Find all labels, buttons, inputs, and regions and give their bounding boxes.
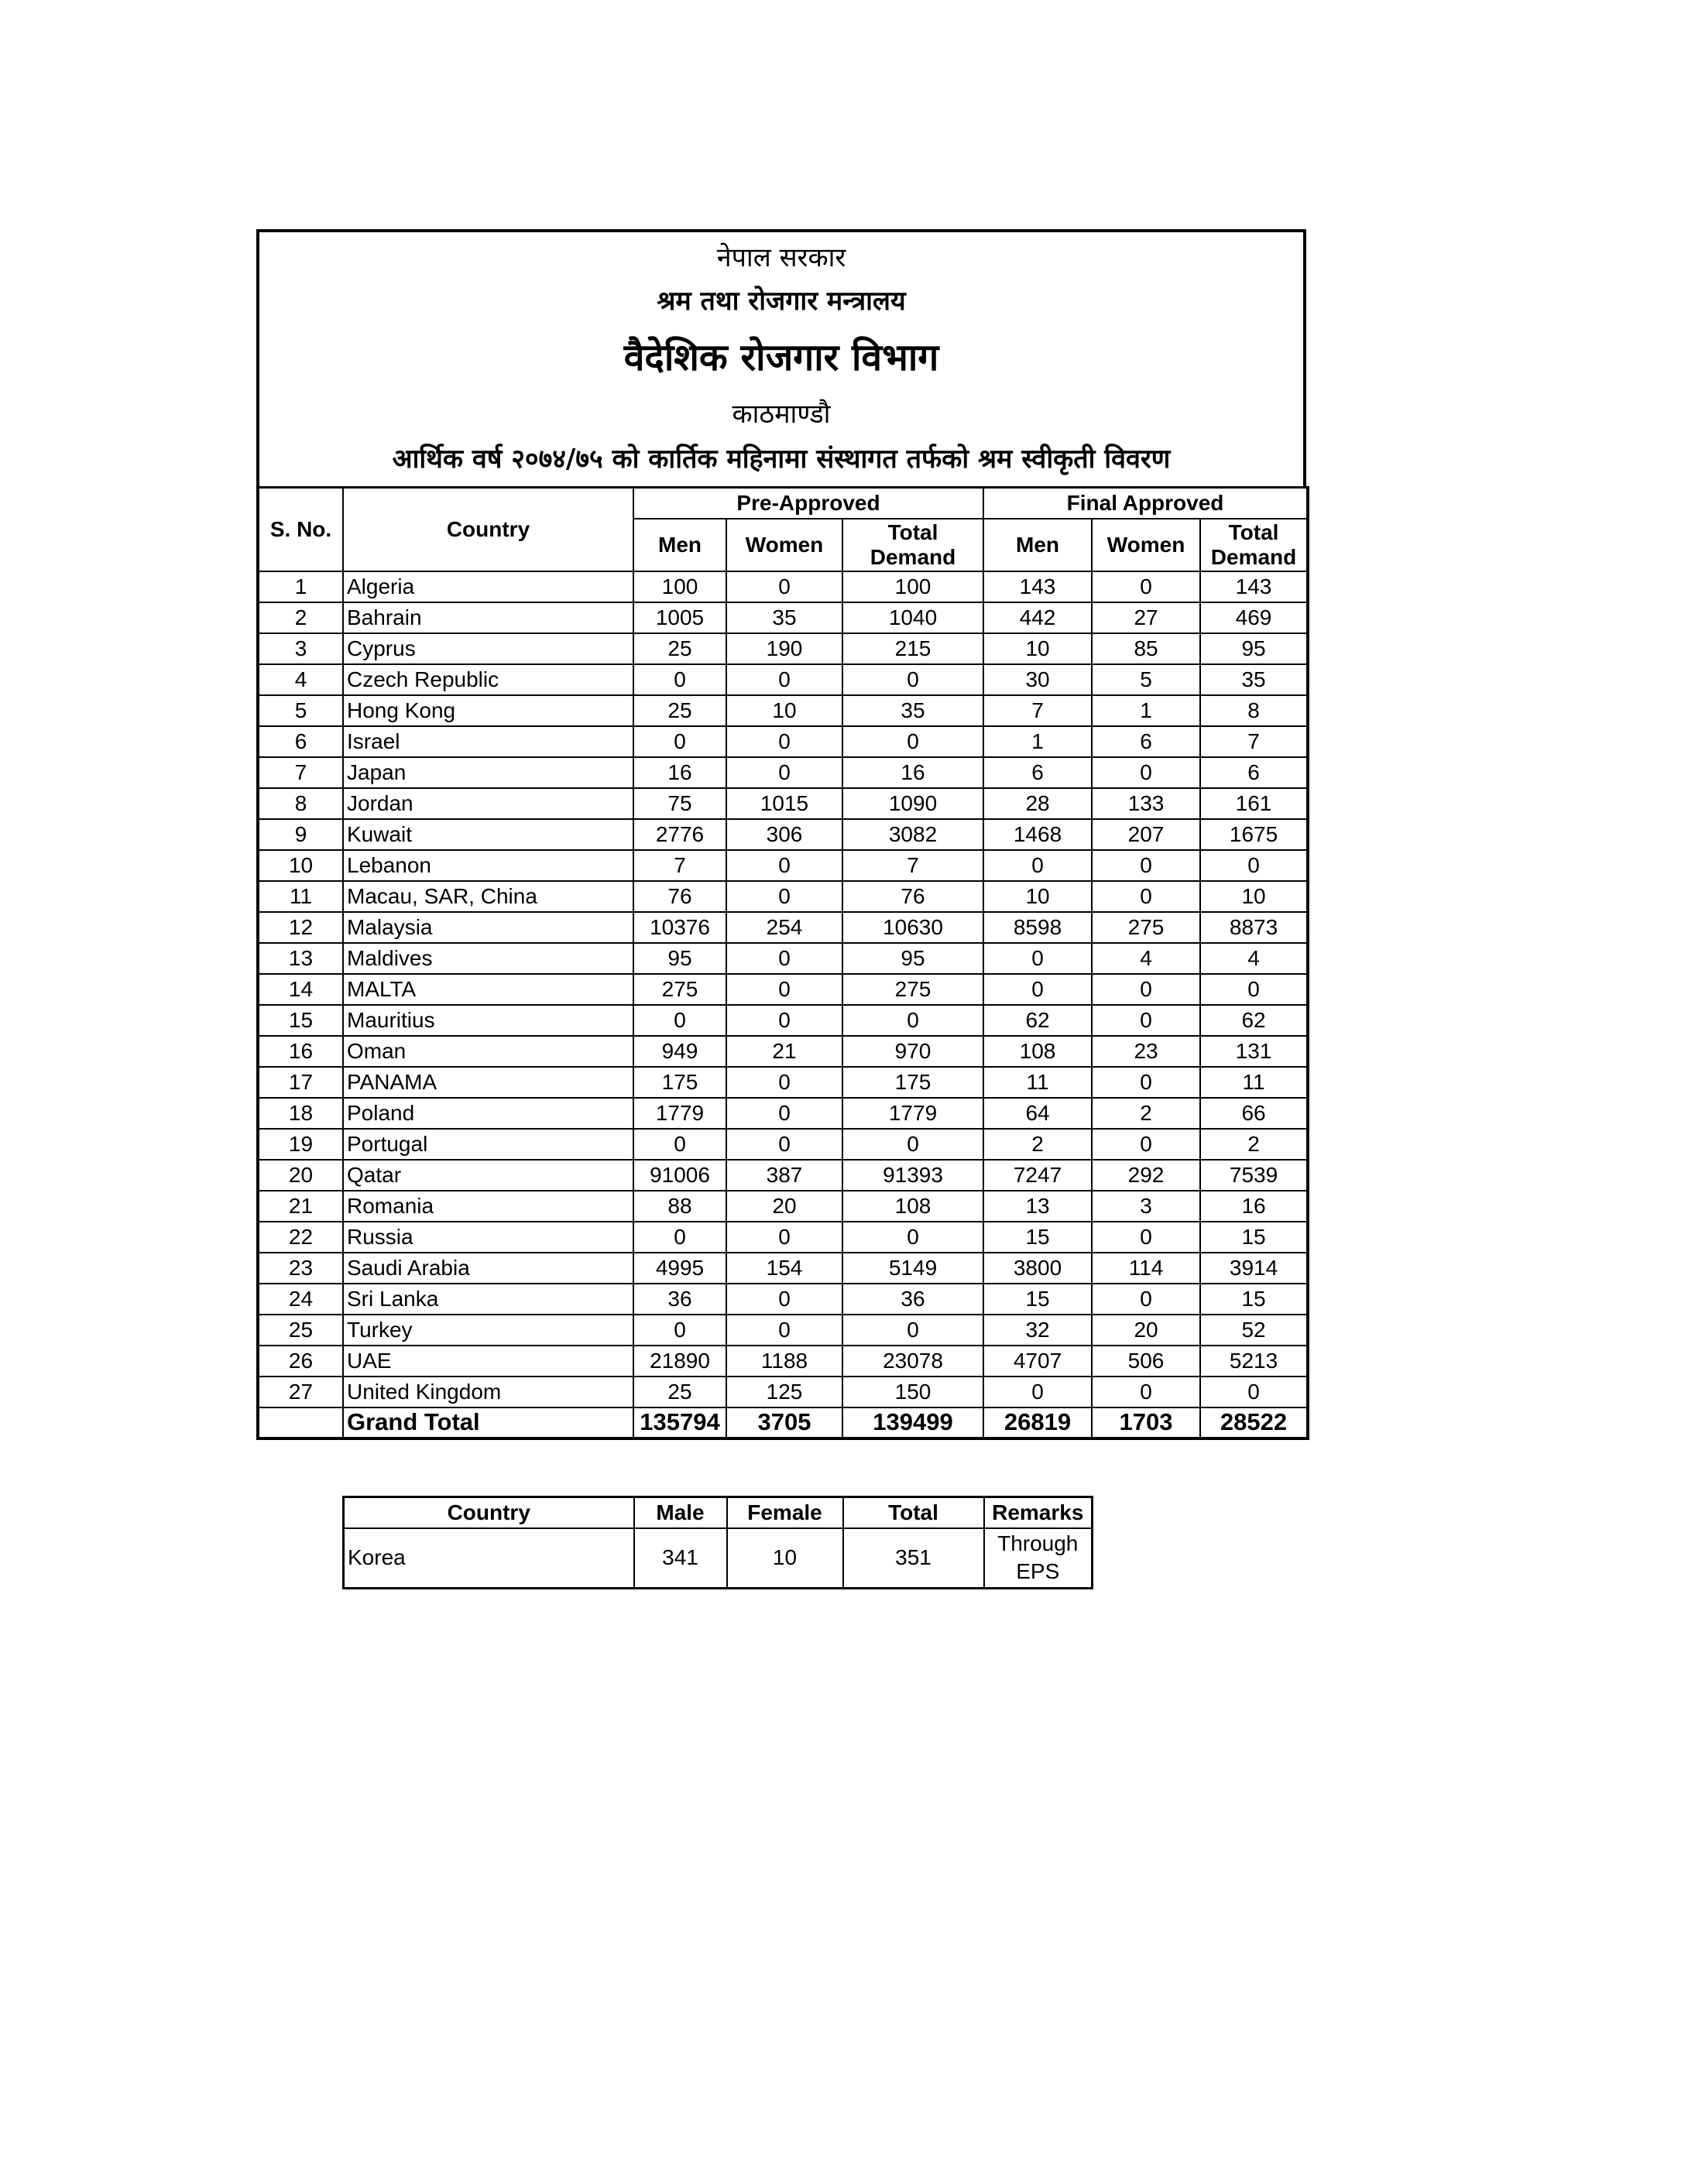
cell-fin-men: 11 xyxy=(983,1067,1092,1098)
cell-pre-women: 0 xyxy=(726,943,842,974)
cell-pre-women: 10 xyxy=(726,695,842,726)
total-final-women: 1703 xyxy=(1092,1407,1200,1438)
cell-pre-total: 10630 xyxy=(842,912,983,943)
cell-pre-total: 970 xyxy=(842,1036,983,1067)
cell-pre-total: 0 xyxy=(842,1222,983,1253)
cell-sno: 27 xyxy=(258,1377,343,1407)
table-row xyxy=(258,819,1308,850)
cell-country: UAE xyxy=(343,1346,633,1377)
cell-pre-women: 0 xyxy=(726,1067,842,1098)
cell-pre-women: 0 xyxy=(726,1222,842,1253)
cell-fin-total: 66 xyxy=(1200,1098,1308,1129)
cell-country: Israel xyxy=(343,726,633,757)
cell-country: United Kingdom xyxy=(343,1377,633,1407)
cell-fin-men: 3800 xyxy=(983,1253,1092,1284)
cell-pre-men: 175 xyxy=(633,1067,726,1098)
cell-sno: 23 xyxy=(258,1253,343,1284)
cell-sno: 18 xyxy=(258,1098,343,1129)
cell-pre-total: 1779 xyxy=(842,1098,983,1129)
cell-pre-women: 0 xyxy=(726,726,842,757)
cell-pre-total: 7 xyxy=(842,850,983,881)
cell-fin-women: 85 xyxy=(1092,633,1200,664)
total-pre-total: 139499 xyxy=(842,1407,983,1438)
cell-pre-men: 25 xyxy=(633,633,726,664)
cell-fin-total: 7539 xyxy=(1200,1160,1308,1191)
cell-pre-women: 21 xyxy=(726,1036,842,1067)
cell-country: Macau, SAR, China xyxy=(343,881,633,912)
cell-fin-women: 0 xyxy=(1092,571,1200,602)
korea-male: 341 xyxy=(634,1528,727,1589)
cell-fin-total: 8 xyxy=(1200,695,1308,726)
cell-fin-women: 0 xyxy=(1092,974,1200,1005)
cell-fin-total: 2 xyxy=(1200,1129,1308,1160)
table-row xyxy=(258,788,1308,819)
col-final-total: Total Demand xyxy=(1200,519,1308,571)
cell-fin-men: 15 xyxy=(983,1222,1092,1253)
header-government: नेपाल सरकार xyxy=(716,242,846,273)
cell-pre-men: 75 xyxy=(633,788,726,819)
cell-pre-women: 0 xyxy=(726,664,842,695)
cell-pre-men: 949 xyxy=(633,1036,726,1067)
cell-pre-men: 25 xyxy=(633,1377,726,1407)
cell-pre-women: 190 xyxy=(726,633,842,664)
cell-fin-total: 15 xyxy=(1200,1222,1308,1253)
cell-pre-men: 25 xyxy=(633,695,726,726)
cell-pre-total: 108 xyxy=(842,1191,983,1222)
cell-pre-women: 125 xyxy=(726,1377,842,1407)
cell-country: PANAMA xyxy=(343,1067,633,1098)
cell-sno: 7 xyxy=(258,757,343,788)
cell-fin-total: 469 xyxy=(1200,602,1308,633)
cell-fin-men: 10 xyxy=(983,633,1092,664)
cell-fin-men: 7247 xyxy=(983,1160,1092,1191)
cell-pre-women: 0 xyxy=(726,1284,842,1315)
cell-pre-men: 88 xyxy=(633,1191,726,1222)
table-row xyxy=(258,695,1308,726)
cell-pre-total: 1090 xyxy=(842,788,983,819)
table-row xyxy=(258,1284,1308,1315)
cell-pre-total: 35 xyxy=(842,695,983,726)
cell-country: Japan xyxy=(343,757,633,788)
cell-country: MALTA xyxy=(343,974,633,1005)
cell-sno: 26 xyxy=(258,1346,343,1377)
table-row xyxy=(258,850,1308,881)
cell-pre-men: 1779 xyxy=(633,1098,726,1129)
cell-pre-men: 10376 xyxy=(633,912,726,943)
cell-fin-men: 143 xyxy=(983,571,1092,602)
table-row xyxy=(258,1160,1308,1191)
cell-fin-total: 8873 xyxy=(1200,912,1308,943)
cell-sno: 2 xyxy=(258,602,343,633)
cell-pre-men: 7 xyxy=(633,850,726,881)
cell-fin-total: 0 xyxy=(1200,1377,1308,1407)
total-final-men: 26819 xyxy=(983,1407,1092,1438)
cell-sno: 1 xyxy=(258,571,343,602)
cell-fin-men: 1 xyxy=(983,726,1092,757)
cell-fin-total: 15 xyxy=(1200,1284,1308,1315)
cell-fin-women: 292 xyxy=(1092,1160,1200,1191)
cell-pre-total: 0 xyxy=(842,1005,983,1036)
cell-country: Sri Lanka xyxy=(343,1284,633,1315)
header-report-title: आर्थिक वर्ष २०७४/७५ को कार्तिक महिनामा संस्थागत तर्फको श्रम स्वीकृती विवरण xyxy=(392,444,1171,475)
group-pre-approved: Pre-Approved xyxy=(633,488,983,519)
total-label: Grand Total xyxy=(343,1407,633,1438)
table-row xyxy=(258,1222,1308,1253)
cell-sno: 25 xyxy=(258,1315,343,1346)
cell-pre-women: 0 xyxy=(726,1315,842,1346)
cell-sno: 16 xyxy=(258,1036,343,1067)
table-row xyxy=(258,664,1308,695)
cell-pre-men: 0 xyxy=(633,664,726,695)
cell-pre-total: 95 xyxy=(842,943,983,974)
korea-remarks xyxy=(984,1528,1093,1589)
cell-fin-women: 6 xyxy=(1092,726,1200,757)
cell-country: Czech Republic xyxy=(343,664,633,695)
cell-country: Romania xyxy=(343,1191,633,1222)
cell-fin-total: 95 xyxy=(1200,633,1308,664)
cell-pre-women: 0 xyxy=(726,850,842,881)
cell-fin-women: 0 xyxy=(1092,850,1200,881)
table-row xyxy=(258,602,1308,633)
table-row xyxy=(258,881,1308,912)
cell-country: Russia xyxy=(343,1222,633,1253)
cell-sno: 4 xyxy=(258,664,343,695)
cell-fin-women: 20 xyxy=(1092,1315,1200,1346)
cell-pre-men: 1005 xyxy=(633,602,726,633)
cell-fin-women: 114 xyxy=(1092,1253,1200,1284)
cell-pre-women: 0 xyxy=(726,974,842,1005)
cell-fin-men: 64 xyxy=(983,1098,1092,1129)
cell-fin-men: 62 xyxy=(983,1005,1092,1036)
cell-fin-women: 0 xyxy=(1092,1222,1200,1253)
cell-pre-total: 36 xyxy=(842,1284,983,1315)
group-final-approved: Final Approved xyxy=(983,488,1308,519)
header-ministry: श्रम तथा रोजगार मन्त्रालय xyxy=(657,286,906,317)
cell-pre-men: 76 xyxy=(633,881,726,912)
table-row xyxy=(258,1191,1308,1222)
cell-fin-total: 10 xyxy=(1200,881,1308,912)
table-row xyxy=(258,1377,1308,1407)
korea-col-remarks: Remarks xyxy=(984,1497,1093,1528)
cell-pre-women: 1015 xyxy=(726,788,842,819)
table-row xyxy=(258,1036,1308,1067)
total-final-total: 28522 xyxy=(1200,1407,1308,1438)
cell-fin-men: 15 xyxy=(983,1284,1092,1315)
col-pre-women: Women xyxy=(726,519,842,571)
korea-eps-table xyxy=(342,1496,1093,1589)
cell-country: Maldives xyxy=(343,943,633,974)
cell-pre-men: 16 xyxy=(633,757,726,788)
cell-fin-men: 1468 xyxy=(983,819,1092,850)
cell-pre-total: 76 xyxy=(842,881,983,912)
cell-country: Portugal xyxy=(343,1129,633,1160)
cell-fin-men: 6 xyxy=(983,757,1092,788)
cell-pre-men: 36 xyxy=(633,1284,726,1315)
korea-col-country: Country xyxy=(344,1497,634,1528)
cell-sno: 19 xyxy=(258,1129,343,1160)
col-sno: S. No. xyxy=(258,488,343,571)
cell-sno: 6 xyxy=(258,726,343,757)
table-row xyxy=(258,1346,1308,1377)
cell-sno: 11 xyxy=(258,881,343,912)
cell-pre-total: 5149 xyxy=(842,1253,983,1284)
cell-fin-men: 0 xyxy=(983,850,1092,881)
korea-total: 351 xyxy=(843,1528,984,1589)
cell-pre-total: 100 xyxy=(842,571,983,602)
cell-pre-women: 20 xyxy=(726,1191,842,1222)
cell-fin-women: 4 xyxy=(1092,943,1200,974)
cell-country: Jordan xyxy=(343,788,633,819)
cell-fin-total: 16 xyxy=(1200,1191,1308,1222)
cell-pre-women: 0 xyxy=(726,881,842,912)
cell-fin-total: 3914 xyxy=(1200,1253,1308,1284)
cell-sno: 21 xyxy=(258,1191,343,1222)
cell-pre-women: 0 xyxy=(726,1098,842,1129)
grand-total-row xyxy=(258,1407,1308,1438)
table-row xyxy=(258,943,1308,974)
cell-fin-men: 28 xyxy=(983,788,1092,819)
cell-pre-total: 0 xyxy=(842,664,983,695)
cell-pre-men: 2776 xyxy=(633,819,726,850)
col-final-women: Women xyxy=(1092,519,1200,571)
cell-fin-women: 0 xyxy=(1092,1129,1200,1160)
cell-fin-men: 0 xyxy=(983,1377,1092,1407)
korea-col-male: Male xyxy=(634,1497,727,1528)
korea-country: Korea xyxy=(344,1528,634,1589)
table-row xyxy=(258,1098,1308,1129)
cell-country: Turkey xyxy=(343,1315,633,1346)
cell-fin-total: 6 xyxy=(1200,757,1308,788)
cell-pre-men: 0 xyxy=(633,1129,726,1160)
cell-sno: 17 xyxy=(258,1067,343,1098)
cell-pre-total: 150 xyxy=(842,1377,983,1407)
cell-pre-total: 175 xyxy=(842,1067,983,1098)
col-pre-men: Men xyxy=(633,519,726,571)
cell-fin-total: 1675 xyxy=(1200,819,1308,850)
cell-pre-men: 0 xyxy=(633,1005,726,1036)
cell-sno: 12 xyxy=(258,912,343,943)
cell-pre-men: 91006 xyxy=(633,1160,726,1191)
cell-country: Poland xyxy=(343,1098,633,1129)
cell-sno: 14 xyxy=(258,974,343,1005)
cell-pre-women: 0 xyxy=(726,1005,842,1036)
cell-pre-women: 0 xyxy=(726,1129,842,1160)
cell-fin-men: 2 xyxy=(983,1129,1092,1160)
cell-fin-women: 1 xyxy=(1092,695,1200,726)
cell-pre-men: 0 xyxy=(633,1315,726,1346)
cell-fin-men: 30 xyxy=(983,664,1092,695)
cell-pre-men: 0 xyxy=(633,1222,726,1253)
report-sheet xyxy=(256,229,1306,1440)
cell-fin-men: 4707 xyxy=(983,1346,1092,1377)
cell-pre-total: 0 xyxy=(842,726,983,757)
cell-pre-total: 91393 xyxy=(842,1160,983,1191)
cell-fin-women: 133 xyxy=(1092,788,1200,819)
cell-country: Cyprus xyxy=(343,633,633,664)
total-sno xyxy=(258,1407,343,1438)
cell-pre-total: 215 xyxy=(842,633,983,664)
cell-fin-men: 108 xyxy=(983,1036,1092,1067)
cell-fin-women: 0 xyxy=(1092,1067,1200,1098)
cell-pre-total: 0 xyxy=(842,1129,983,1160)
cell-pre-total: 1040 xyxy=(842,602,983,633)
korea-row xyxy=(344,1528,1093,1589)
cell-sno: 24 xyxy=(258,1284,343,1315)
col-pre-total: Total Demand xyxy=(842,519,983,571)
cell-fin-men: 0 xyxy=(983,974,1092,1005)
cell-pre-total: 16 xyxy=(842,757,983,788)
cell-fin-men: 0 xyxy=(983,943,1092,974)
cell-fin-women: 23 xyxy=(1092,1036,1200,1067)
cell-country: Algeria xyxy=(343,571,633,602)
cell-pre-total: 3082 xyxy=(842,819,983,850)
labour-approval-table xyxy=(256,486,1309,1440)
cell-pre-men: 275 xyxy=(633,974,726,1005)
cell-country: Oman xyxy=(343,1036,633,1067)
col-country: Country xyxy=(343,488,633,571)
cell-pre-men: 100 xyxy=(633,571,726,602)
cell-pre-men: 21890 xyxy=(633,1346,726,1377)
cell-fin-total: 11 xyxy=(1200,1067,1308,1098)
cell-pre-women: 254 xyxy=(726,912,842,943)
cell-fin-total: 143 xyxy=(1200,571,1308,602)
table-row xyxy=(258,1005,1308,1036)
cell-fin-men: 13 xyxy=(983,1191,1092,1222)
cell-country: Kuwait xyxy=(343,819,633,850)
cell-sno: 13 xyxy=(258,943,343,974)
table-row xyxy=(258,1067,1308,1098)
cell-fin-men: 32 xyxy=(983,1315,1092,1346)
korea-remarks-line1: Through xyxy=(997,1531,1079,1556)
cell-pre-women: 154 xyxy=(726,1253,842,1284)
cell-fin-total: 7 xyxy=(1200,726,1308,757)
cell-fin-total: 131 xyxy=(1200,1036,1308,1067)
cell-country: Lebanon xyxy=(343,850,633,881)
cell-fin-total: 0 xyxy=(1200,974,1308,1005)
header-city: काठमाण्डौ xyxy=(732,399,831,430)
cell-country: Bahrain xyxy=(343,602,633,633)
cell-fin-women: 0 xyxy=(1092,881,1200,912)
cell-pre-women: 0 xyxy=(726,571,842,602)
cell-fin-total: 5213 xyxy=(1200,1346,1308,1377)
cell-fin-women: 275 xyxy=(1092,912,1200,943)
cell-sno: 5 xyxy=(258,695,343,726)
cell-fin-women: 0 xyxy=(1092,1005,1200,1036)
cell-pre-total: 23078 xyxy=(842,1346,983,1377)
col-final-men: Men xyxy=(983,519,1092,571)
korea-col-total: Total xyxy=(843,1497,984,1528)
table-row xyxy=(258,757,1308,788)
cell-country: Malaysia xyxy=(343,912,633,943)
cell-fin-total: 161 xyxy=(1200,788,1308,819)
table-row xyxy=(258,633,1308,664)
table-row xyxy=(258,726,1308,757)
total-pre-men: 135794 xyxy=(633,1407,726,1438)
cell-pre-women: 1188 xyxy=(726,1346,842,1377)
cell-sno: 10 xyxy=(258,850,343,881)
cell-fin-men: 7 xyxy=(983,695,1092,726)
cell-fin-total: 0 xyxy=(1200,850,1308,881)
cell-fin-men: 442 xyxy=(983,602,1092,633)
cell-sno: 20 xyxy=(258,1160,343,1191)
table-row xyxy=(258,1129,1308,1160)
cell-pre-women: 306 xyxy=(726,819,842,850)
report-header xyxy=(256,229,1306,486)
cell-fin-women: 506 xyxy=(1092,1346,1200,1377)
cell-fin-women: 0 xyxy=(1092,1377,1200,1407)
cell-country: Hong Kong xyxy=(343,695,633,726)
korea-col-female: Female xyxy=(727,1497,843,1528)
cell-pre-men: 0 xyxy=(633,726,726,757)
cell-country: Qatar xyxy=(343,1160,633,1191)
cell-pre-total: 275 xyxy=(842,974,983,1005)
cell-sno: 8 xyxy=(258,788,343,819)
cell-fin-women: 0 xyxy=(1092,757,1200,788)
cell-pre-men: 4995 xyxy=(633,1253,726,1284)
cell-fin-women: 0 xyxy=(1092,1284,1200,1315)
table-row xyxy=(258,974,1308,1005)
header-department: वैदेशिक रोजगार विभाग xyxy=(623,336,939,379)
cell-pre-women: 0 xyxy=(726,757,842,788)
cell-sno: 3 xyxy=(258,633,343,664)
cell-pre-total: 0 xyxy=(842,1315,983,1346)
korea-remarks-line2: EPS xyxy=(1016,1559,1060,1584)
cell-pre-women: 35 xyxy=(726,602,842,633)
cell-fin-total: 62 xyxy=(1200,1005,1308,1036)
cell-fin-men: 10 xyxy=(983,881,1092,912)
cell-fin-total: 52 xyxy=(1200,1315,1308,1346)
cell-country: Saudi Arabia xyxy=(343,1253,633,1284)
cell-sno: 15 xyxy=(258,1005,343,1036)
cell-fin-total: 4 xyxy=(1200,943,1308,974)
cell-fin-women: 27 xyxy=(1092,602,1200,633)
cell-fin-men: 8598 xyxy=(983,912,1092,943)
table-row xyxy=(258,1315,1308,1346)
cell-sno: 9 xyxy=(258,819,343,850)
korea-female: 10 xyxy=(727,1528,843,1589)
table-row xyxy=(258,1253,1308,1284)
cell-country: Mauritius xyxy=(343,1005,633,1036)
cell-sno: 22 xyxy=(258,1222,343,1253)
cell-fin-women: 207 xyxy=(1092,819,1200,850)
total-pre-women: 3705 xyxy=(726,1407,842,1438)
table-row xyxy=(258,571,1308,602)
table-row xyxy=(258,912,1308,943)
cell-fin-women: 3 xyxy=(1092,1191,1200,1222)
cell-fin-women: 2 xyxy=(1092,1098,1200,1129)
cell-pre-men: 95 xyxy=(633,943,726,974)
cell-pre-women: 387 xyxy=(726,1160,842,1191)
cell-fin-women: 5 xyxy=(1092,664,1200,695)
cell-fin-total: 35 xyxy=(1200,664,1308,695)
